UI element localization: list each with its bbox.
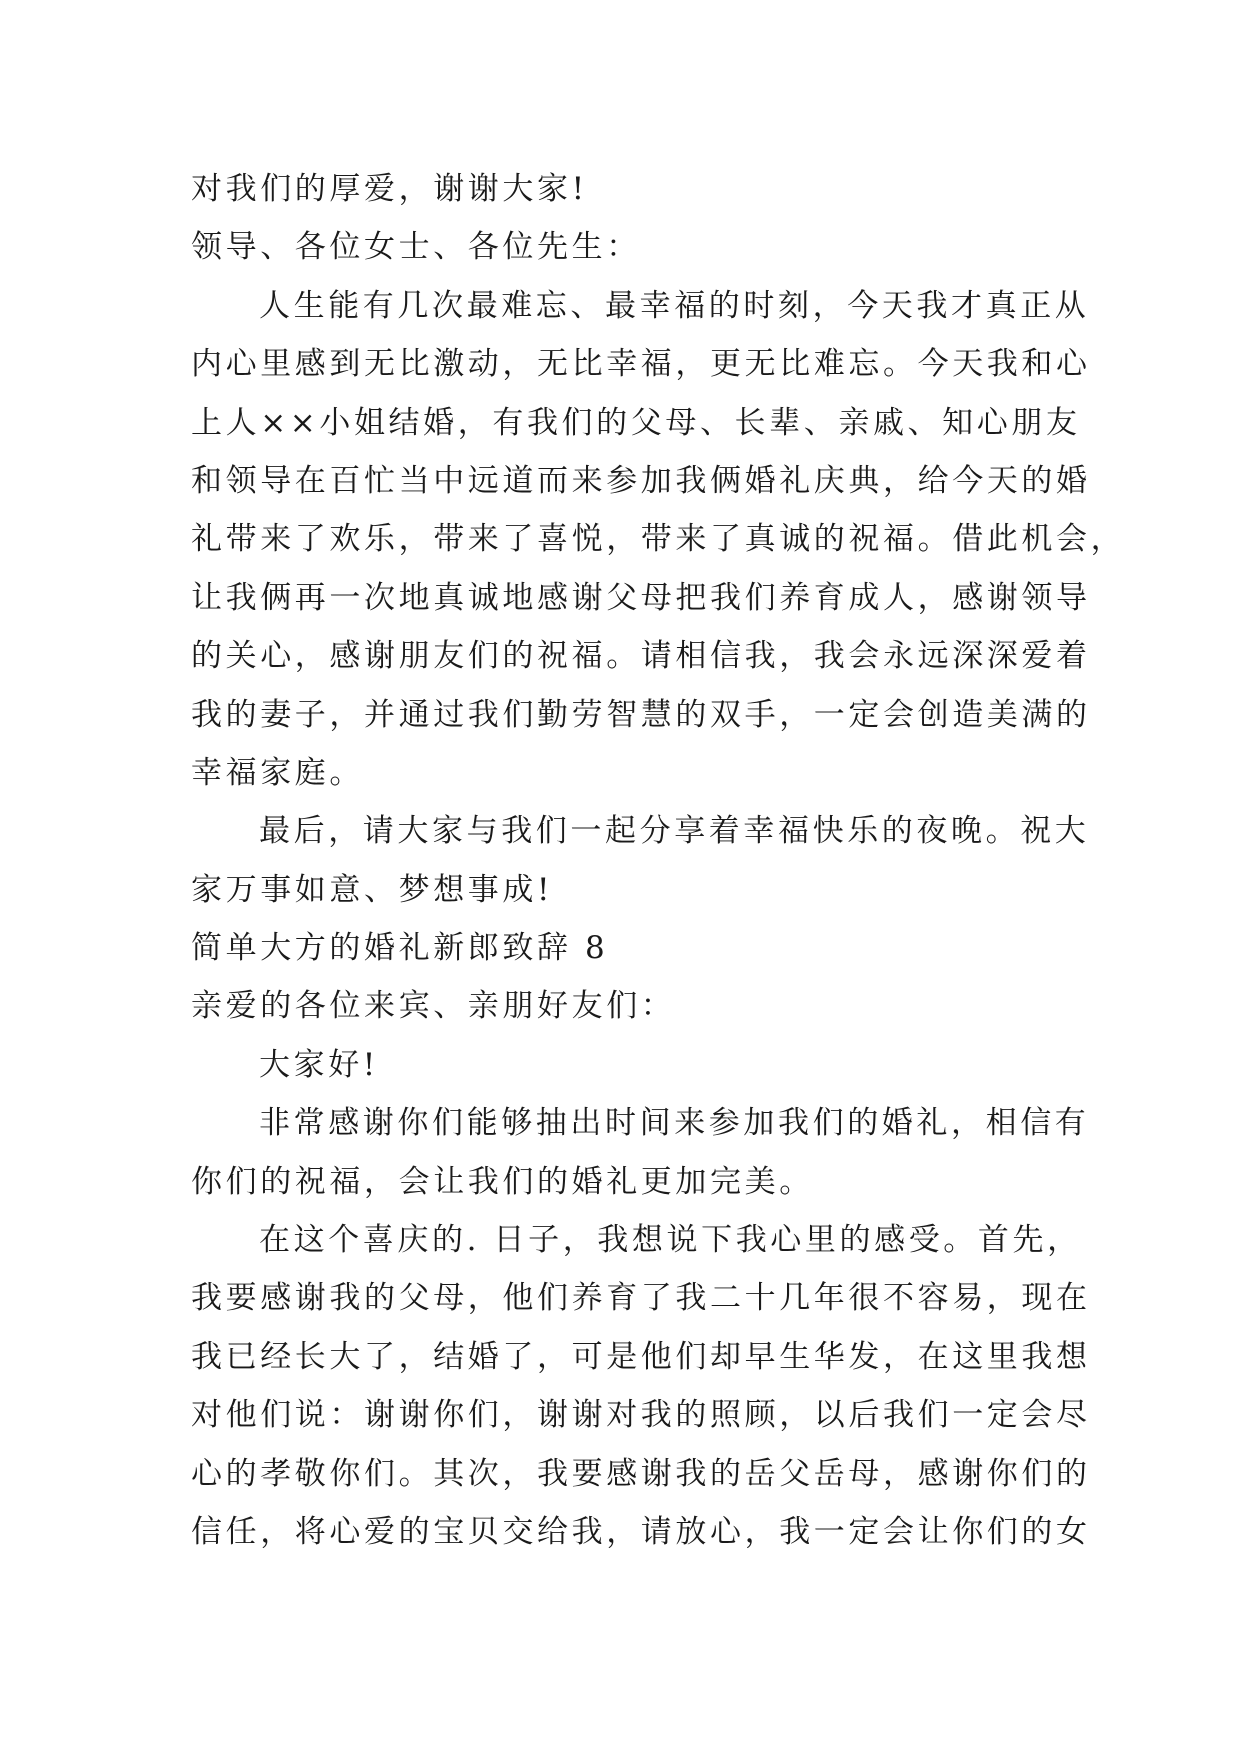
paragraph-start-line: 最后，请大家与我们一起分享着幸福快乐的夜晚。祝大 bbox=[259, 813, 1090, 850]
text-line: 幸福家庭。 bbox=[191, 754, 364, 791]
text-line: 我要感谢我的父母，他们养育了我二十几年很不容易，现在 bbox=[191, 1280, 1091, 1317]
text-line: 我已经长大了，结婚了，可是他们却早生华发，在这里我想 bbox=[191, 1338, 1091, 1375]
section-heading: 简单大方的婚礼新郎致辞 8 bbox=[191, 930, 609, 967]
paragraph-start-line: 在这个喜庆的. 日子，我想说下我心里的感受。首先， bbox=[259, 1222, 1082, 1259]
text-line: 你们的祝福，会让我们的婚礼更加完美。 bbox=[191, 1163, 814, 1200]
text-line: 上人××小姐结婚，有我们的父母、长辈、亲戚、知心朋友 bbox=[191, 404, 1081, 441]
text-line: 家万事如意、梦想事成! bbox=[191, 871, 554, 908]
salutation-line: 领导、各位女士、各位先生： bbox=[191, 229, 641, 266]
text-line: 内心里感到无比激动，无比幸福，更无比难忘。今天我和心 bbox=[191, 346, 1091, 383]
text-line: 让我俩再一次地真诚地感谢父母把我们养育成人，感谢领导 bbox=[191, 579, 1091, 616]
text-line: 我的妻子，并通过我们勤劳智慧的双手，一定会创造美满的 bbox=[191, 696, 1091, 733]
text-line: 对我们的厚爱，谢谢大家! bbox=[191, 171, 588, 207]
text-line: 和领导在百忙当中远道而来参加我俩婚礼庆典，给今天的婚 bbox=[191, 462, 1091, 499]
text-line: 心的孝敬你们。其次，我要感谢我的岳父岳母，感谢你们的 bbox=[191, 1455, 1091, 1492]
greeting-line: 大家好! bbox=[259, 1046, 379, 1083]
text-line: 对他们说：谢谢你们，谢谢对我的照顾，以后我们一定会尽 bbox=[191, 1397, 1091, 1434]
text-line: 信任，将心爱的宝贝交给我，请放心，我一定会让你们的女 bbox=[191, 1513, 1091, 1550]
paragraph-start-line: 人生能有几次最难忘、最幸福的时刻，今天我才真正从 bbox=[259, 287, 1090, 324]
text-line: 礼带来了欢乐，带来了喜悦，带来了真诚的祝福。借此机会， bbox=[191, 521, 1126, 558]
document-text-body bbox=[191, 160, 1126, 1561]
salutation-line: 亲爱的各位来宾、亲朋好友们： bbox=[191, 988, 676, 1025]
text-line: 的关心，感谢朋友们的祝福。请相信我，我会永远深深爱着 bbox=[191, 638, 1091, 675]
paragraph-start-line: 非常感谢你们能够抽出时间来参加我们的婚礼，相信有 bbox=[259, 1105, 1090, 1142]
